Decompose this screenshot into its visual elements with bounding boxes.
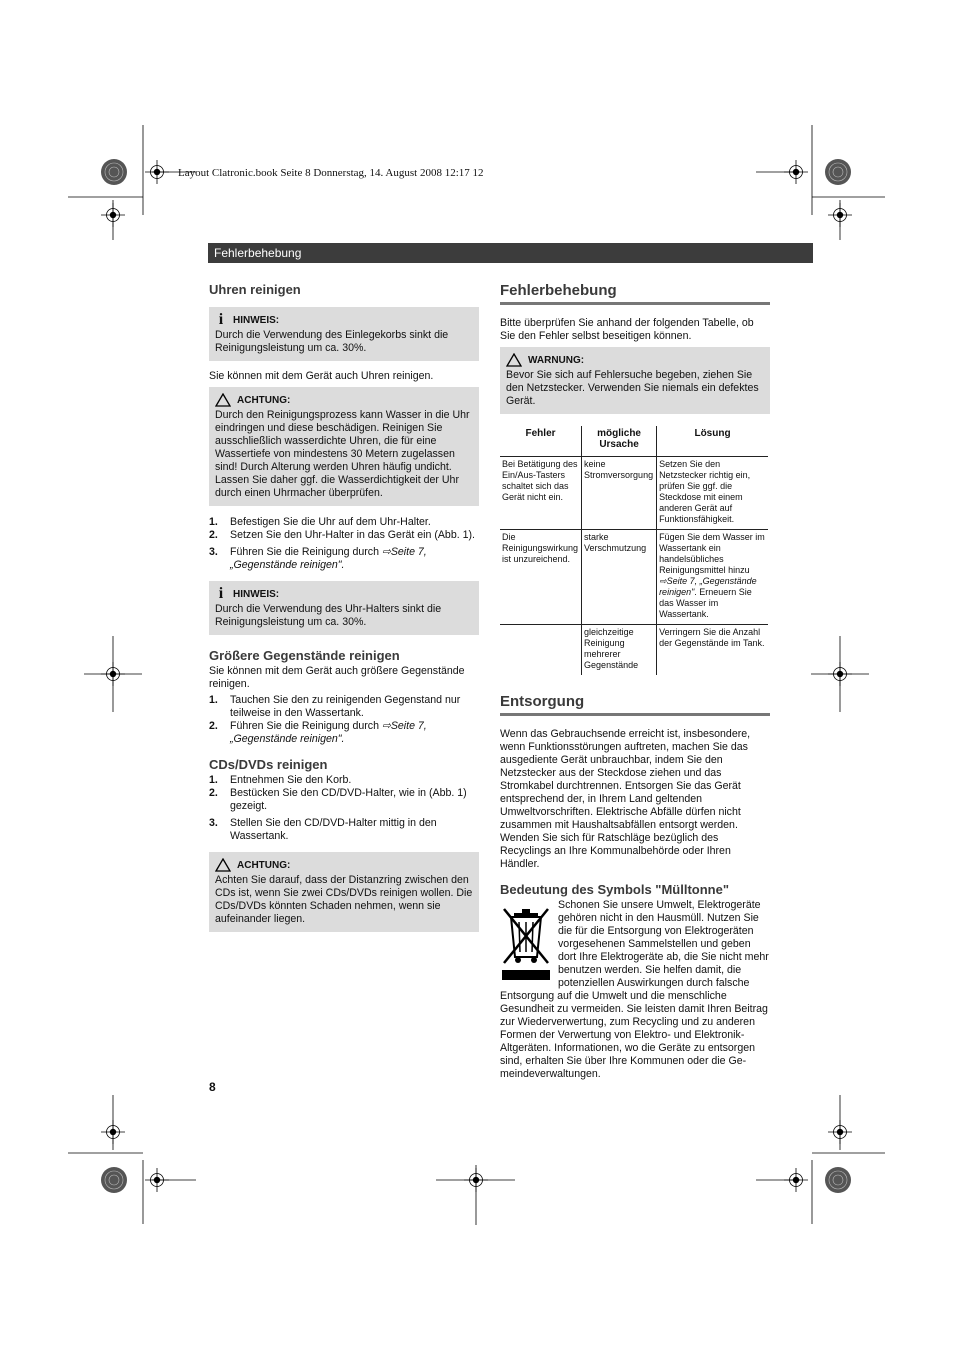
table-header-row [500,426,768,457]
page-number: 8 [209,1080,216,1094]
list-item: 1. Entnehmen Sie den Korb. [209,774,352,786]
warnung-box [500,347,770,414]
hinweis-text: Durch die Verwendung des Uhr-Halters sinkt die Reinigungsleistung um ca. 30%. [215,603,442,628]
achtung-label: ACHTUNG: [237,394,291,406]
page-reference: ⇨Seite 7, „Gegenstände reinigen". [230,720,427,745]
heading-entsorgung: Entsorgung [500,693,770,716]
info-icon: i [218,311,224,328]
page-reference: ⇨Seite 7, „Gegenstände reinigen". [230,546,427,571]
list-item: 3. Stellen Sie den CD/DVD-Halter mittig in den Wassertank. [209,817,437,842]
warning-icon [215,393,231,407]
column-header-ursache: mögliche Ursache [582,426,657,457]
troubleshooting-table [500,426,768,675]
print-slug: Layout Clatronic.book Seite 8 Donnerstag, 14. August 2008 12:17 12 [178,167,484,179]
hinweis-label: HINWEIS: [233,588,280,600]
warnung-label: WARNUNG: [528,354,585,366]
left-column [209,282,479,932]
achtung-box-2 [209,852,479,932]
achtung-box-1 [209,387,479,506]
list-item: 1. Befestigen Sie die Uhr auf dem Uhr-Halter. [209,516,431,528]
achtung-label: ACHTUNG: [237,859,291,871]
achtung-text: Durch den Reinigungsprozess kann Wasser in die Uhr eindringen und diese beschädigen. Reinigen Sie ausschließlich wasserdichte Uhren, die für eine Wassertiefe von mindestens 30 Metern zugelassen sind! Durch Alterung werden Uhren häufig undicht. Lassen Sie daher ggf. die Wasserdichtigkeit der Uhr durch einen Uhrmacher überprüfen. [215,409,470,499]
entsorgung-text: Wenn das Gebrauchsende erreicht ist, insbesondere, wenn Funktionsstörungen auftreten, machen Sie das ausgediente Gerät unbrauchbar, indem Sie den Netzstecker aus der Steckdose ziehen und das Stromkabel durchtrennen. Entsorgen Sie das Gerät entsprechend der, in Ihrem Land geltenden Umweltvorschriften. Elektrische Abfälle dürfen nicht zusammen mit Haushaltsabfällen entsorgt werden. Wenden Sie sich für Ratschläge bezüglich des Recyclings an Ihre Kommunalbehörde oder Ihren Händler. [500,728,751,870]
groessere-intro: Sie können mit dem Gerät auch größere Gegenstände reinigen. [209,665,465,690]
symbol-text: Schonen Sie unsere Umwelt, Elektrogeräte gehören nicht in den Hausmüll. Nutzen Sie die für die Entsorgung von Elektrogeräten vorgesehenen Sammelstellen und geben dort Ihre Elektrogeräte ab, die Sie nicht mehr benutzen werden. Sie helfen damit, die potenziellen Auswirkungen durch falsche Entsorgung auf die Umwelt und die menschliche Gesundheit zu vermeiden. Sie leisten damit Ihren Beitrag zur Wiederverwertung, zum Recycling und zu anderen Formen der Verwertung von Elektro- und Elektronik-Altgeräten. Informationen, wo die Geräte zu entsorgen sind, erhalten Sie über Ihre Kommunen oder die Ge-meindeverwaltungen. [500,899,769,1080]
warning-icon [215,858,231,872]
table-row: Die Reinigungswirkung ist unzureichend. starke Verschmutzung Fügen Sie dem Wasser im Wassertank ein handelsübliches Reinigungsmittel hinzu ⇨Seite 7, „Gegenstände reinigen". Erneuern Sie das Wasser im Wassertank. [500,530,768,625]
uhren-intro: Sie können mit dem Gerät auch Uhren reinigen. [209,370,434,382]
warnung-text: Bevor Sie sich auf Fehlersuche begeben, ziehen Sie den Netzstecker. Verwenden Sie niemals ein defektes Gerät. [506,369,759,407]
info-icon: i [218,585,224,602]
warning-icon [506,353,522,367]
page-reference: ⇨Seite 7, „Gegenstände reinigen" [659,576,757,597]
list-item: 1. Tauchen Sie den zu reinigenden Gegenstand nur teilweise in den Wassertank. [209,694,461,719]
cds-steps [209,774,479,843]
right-column [500,282,770,1081]
list-item: 2. Führen Sie die Reinigung durch ⇨Seite 7, „Gegenstände reinigen". [209,720,427,745]
list-item: 3. Führen Sie die Reinigung durch ⇨Seite 7, „Gegenstände reinigen". [209,546,427,571]
crossed-bin-icon [500,905,552,985]
heading-uhren: Uhren reinigen [209,282,301,297]
heading-groessere: Größere Gegenstände reinigen [209,648,400,663]
section-header-bar: Fehlerbehebung [208,243,813,263]
symbol-section [500,899,770,1081]
groessere-steps [209,694,479,746]
hinweis-label: HINWEIS: [233,314,280,326]
hinweis-box-2 [209,581,479,635]
uhren-steps [209,516,479,572]
hinweis-box-1 [209,307,479,361]
column-header-loesung: Lösung [657,426,768,457]
heading-fehlerbehebung: Fehlerbehebung [500,282,770,305]
list-item: 2. Bestücken Sie den CD/DVD-Halter, wie in (Abb. 1) gezeigt. [209,787,467,812]
hinweis-text: Durch die Verwendung des Einlegekorbs sinkt die Reinigungsleistung um ca. 30%. [215,329,449,354]
heading-symbol: Bedeutung des Symbols "Mülltonne" [500,882,730,897]
heading-cds: CDs/DVDs reinigen [209,757,328,772]
table-row: Bei Betätigung des Ein/Aus-Tasters schaltet sich das Gerät nicht ein. keine Stromversorgung Setzen Sie den Netzstecker richtig ein, prüfen Sie ggf. die Steckdose mit einem anderen Gerät auf Funktionsfähigkeit. [500,457,768,530]
list-item: 2. Setzen Sie den Uhr-Halter in das Gerät ein (Abb. 1). [209,529,475,541]
table-row: gleichzeitige Reinigung mehrerer Gegenstände Verringern Sie die Anzahl der Gegenstände im Tank. [500,625,768,676]
column-header-fehler: Fehler [500,426,582,457]
fehler-intro: Bitte überprüfen Sie anhand der folgenden Tabelle, ob Sie den Fehler selbst beseitigen können. [500,317,754,342]
achtung-text: Achten Sie darauf, dass der Distanzring zwischen den CDs ist, wenn Sie zwei CDs/DVDs reinigen wollen. Die CDs/DVDs könnten Schaden nehmen, wenn sie aufeinander liegen. [215,874,473,925]
